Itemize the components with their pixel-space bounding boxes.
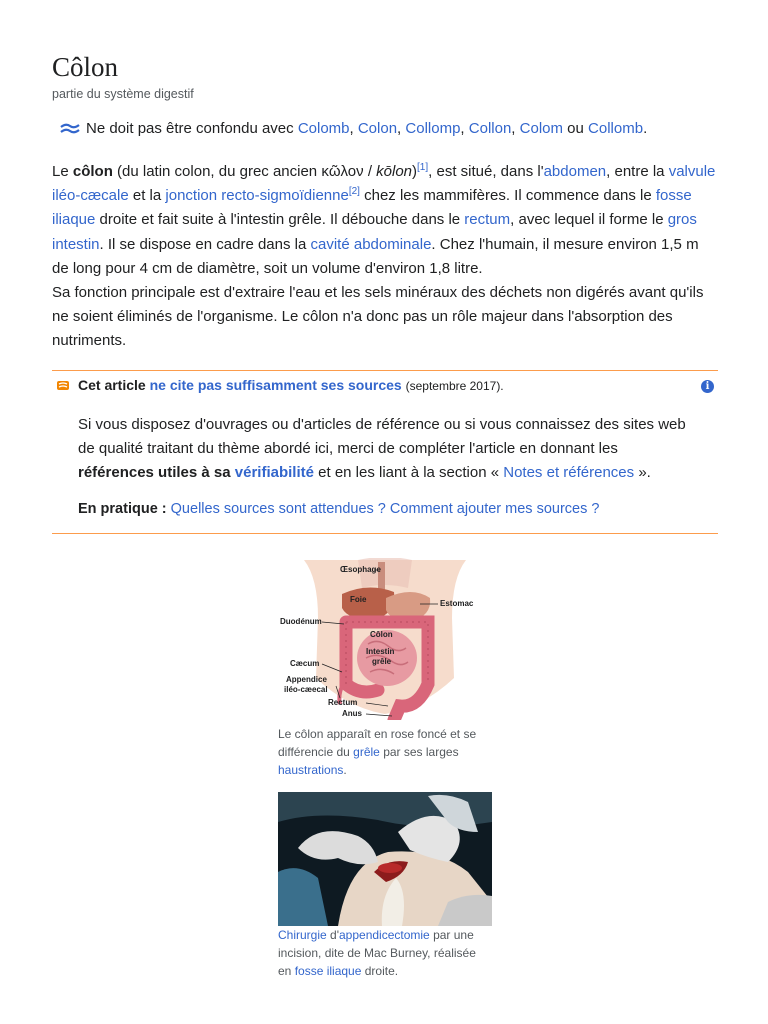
label-rectum: Rectum — [328, 698, 358, 707]
surgery-photo[interactable] — [278, 792, 492, 926]
label-appendice: Appendice — [286, 675, 327, 684]
notice-body: Si vous disposez d'ouvrages ou d'articles de référence ou si vous connaissez des sites web de qualité traitant du thème abordé ici, merci de compléter l'article en donnant les références utiles à sa vérifiabilité et en les liant à la section « Notes et références ». — [78, 416, 686, 482]
link-gros-intestin[interactable]: gros intestin — [52, 211, 697, 253]
hatnote-link-colon[interactable]: Colon — [357, 120, 398, 137]
label-intestin: Intestin — [366, 647, 395, 656]
reference-2[interactable]: [2] — [348, 186, 360, 198]
link-chirurgie[interactable]: Chirurgie — [278, 928, 327, 942]
figure2-caption: Chirurgie d'appendicectomie par une incision, dite de Mac Burney, réalisée en fosse iliaque droite. — [278, 928, 476, 978]
link-appendicectomie[interactable]: appendicectomie — [339, 928, 430, 942]
link-fosse-iliaque-caption[interactable]: fosse iliaque — [294, 964, 362, 978]
link-valvule-ileo-caecale[interactable]: valvule iléo-cæcale — [52, 163, 716, 205]
label-ileo-caecal: iléo-cæecal — [284, 685, 328, 694]
link-jonction-recto-sigmoidienne[interactable]: jonction recto-sigmoïdienne — [165, 187, 349, 205]
link-cavite-abdominale[interactable]: cavité abdominale — [310, 235, 432, 253]
disambiguation-icon — [60, 122, 80, 136]
label-anus: Anus — [342, 709, 362, 718]
hatnote-link-collomp[interactable]: Collomp — [405, 120, 461, 137]
sources-notice-box — [52, 370, 718, 534]
notice-practice: En pratique : Quelles sources sont attendues ? Comment ajouter mes sources ? — [78, 501, 600, 517]
warning-book-icon — [56, 379, 70, 391]
label-caecum: Cæcum — [290, 659, 320, 668]
intro-text — [52, 160, 718, 354]
info-icon[interactable]: i — [701, 380, 714, 393]
intro-paragraph-2: Sa fonction principale est d'extraire l'eau et les sels minéraux des déchets non digérés avant qu'ils ne soient éliminés de l'organisme. Le côlon n'a donc pas un rôle majeur dans l'absorption des nutriments. — [52, 284, 704, 350]
label-duodenum: Duodénum — [280, 617, 322, 626]
figure-colon-diagram — [278, 558, 492, 779]
link-ajouter-sources[interactable]: Comment ajouter mes sources ? — [389, 501, 600, 517]
link-fosse-iliaque[interactable]: fosse iliaque — [52, 187, 692, 229]
reference-1[interactable]: [1] — [417, 162, 429, 173]
page-title: Côlon — [52, 52, 119, 82]
page-subtitle: partie du système digestif — [52, 87, 194, 101]
label-oesophage: Œsophage — [340, 565, 381, 574]
hatnote-prefix: Ne doit pas être confondu avec — [86, 120, 298, 137]
link-verifiabilite[interactable]: vérifiabilité — [234, 464, 314, 482]
label-colon: Côlon — [370, 630, 393, 639]
digestive-system-diagram[interactable] — [278, 558, 492, 720]
link-notes-et-references[interactable]: Notes et références — [503, 464, 635, 482]
link-haustrations[interactable]: haustrations — [278, 763, 344, 777]
intro-paragraph-1: Le côlon (du latin colon, du grec ancien κῶλον / kōlon)[1], est situé, dans l'abdomen, entre la valvule iléo-cæcale et la jonction recto-sigmoïdienne[2] chez les mammifères. Il commence dans le fosse iliaque droite et fait suite à l'intestin grêle. Il débouche dans le rectum, avec lequel il forme le gros intestin. Il se dispose en cadre dans la cavité abdominale. Chez l'humain, il mesure environ 1,5 m de long pour 4 cm de diamètre, soit un volume d'environ 1,8 litre. — [52, 162, 716, 277]
link-abdomen[interactable]: abdomen — [543, 163, 607, 180]
hatnote-link-collomb[interactable]: Collomb — [588, 120, 644, 137]
label-foie: Foie — [350, 595, 367, 604]
notice-date: (septembre 2017). — [405, 379, 504, 393]
link-grele[interactable]: grêle — [353, 745, 380, 759]
label-grele: grêle — [372, 657, 392, 666]
figure-appendectomy-photo — [278, 792, 492, 980]
hatnote-link-colomb[interactable]: Colomb — [297, 120, 350, 137]
notice-header — [56, 377, 504, 393]
link-rectum[interactable]: rectum — [464, 211, 511, 229]
italic-kolon: kōlon — [376, 163, 413, 180]
link-sources-attendues[interactable]: Quelles sources sont attendues ? — [170, 501, 386, 517]
label-estomac: Estomac — [440, 599, 474, 608]
notice-link-sources[interactable]: ne cite pas suffisamment ses sources — [149, 377, 402, 393]
hatnote-link-colom[interactable]: Colom — [519, 120, 563, 137]
hatnote: Ne doit pas être confondu avec Colomb, Colon, Collomp, Collon, Colom ou Collomb. — [60, 120, 647, 137]
figure1-caption: Le côlon apparaît en rose foncé et se différencie du grêle par ses larges haustrations. — [278, 727, 477, 777]
bold-term-colon: côlon — [72, 163, 113, 180]
hatnote-link-collon[interactable]: Collon — [468, 120, 512, 137]
notice-bold: Cet article — [78, 377, 150, 393]
